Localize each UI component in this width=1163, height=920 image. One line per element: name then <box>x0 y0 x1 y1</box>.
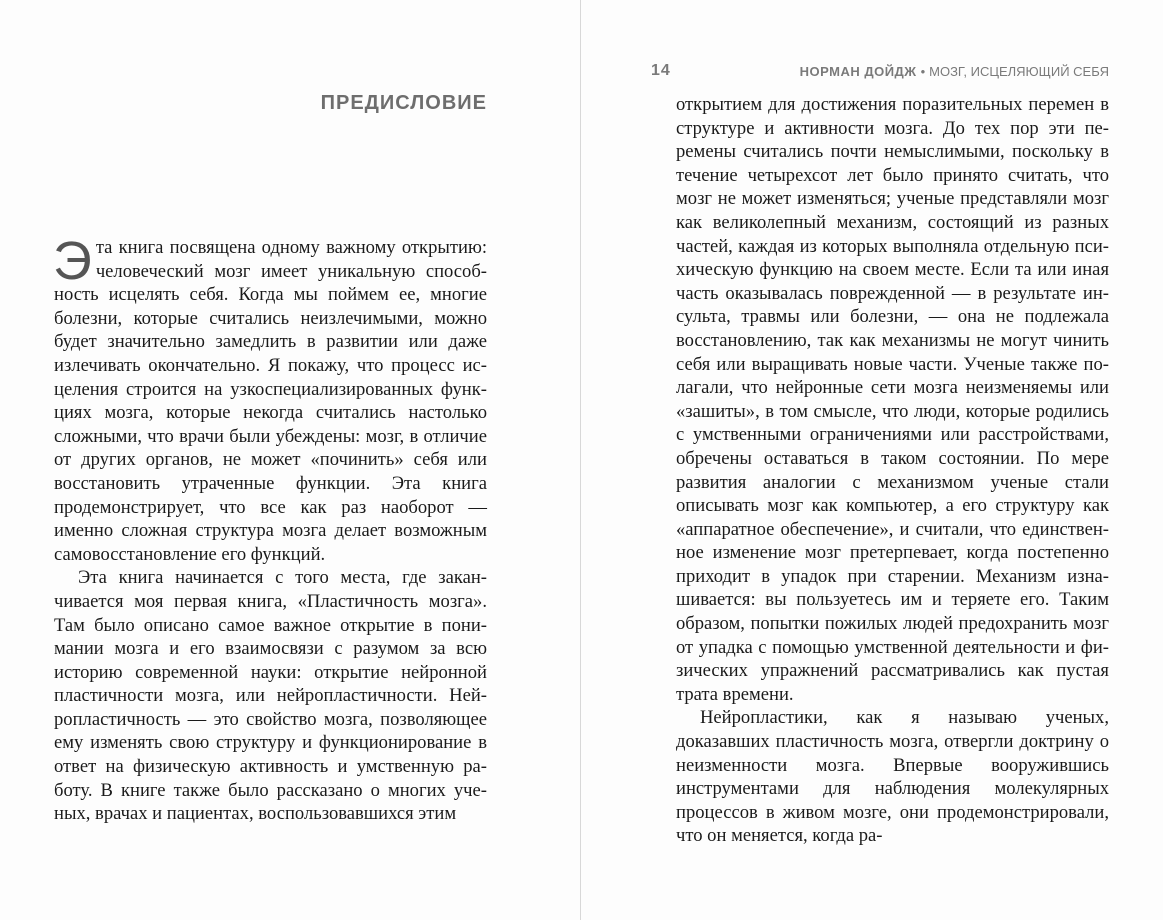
page-number: 14 <box>651 62 671 79</box>
right-page-body <box>676 93 1109 848</box>
running-head-book-title: МОЗГ, ИСЦЕЛЯЮЩИЙ СЕБЯ <box>929 64 1109 79</box>
left-page <box>0 0 580 920</box>
paragraph-1-text: та книга посвящена одному важному открытию: человеческий мозг имеет уникальную способность исцелять себя. Когда мы поймем ее, многие болезни, которые считались неизлечимыми, можно будет значительно замедлить в развитии или даже излечивать окончательно. Я покажу, что процесс исцеления строится на узкоспециализированных функциях мозга, которые некогда считались настолько сложными, что врачи были убеждены: мозг, в отличие от других органов, не может «починить» себя или восстановить утраченные функции. Эта книга продемонстрирует, что все как раз наоборот — именно сложная структура мозга делает возможным самовосстановление его функций. <box>54 237 487 565</box>
paragraph-next: Нейропластики, как я называю ученых, доказавших пластичность мозга, отвергли доктрину о неизменности мозга. Впервые вооружившись инструментами для наблюдения молекулярных процессов в живом мозге, они продемонстрировали, что он меняется, когда ра- <box>676 707 1109 847</box>
right-page <box>581 0 1163 920</box>
paragraph-continued: открытием для достижения поразительных перемен в структуре и активности мозга. До тех пор эти перемены считались почти немыслимыми, поскольку в течение четырехсот лет было принято считать, что мозг не может изменяться; ученые представляли мозг как великолепный механизм, состоящий из разных частей, каждая из которых выполняла отдельную психическую функцию на своем месте. Если та или иная часть оказывалась поврежденной — в результате инсульта, травмы или болезни, — она не подлежала восстановлению, так как механизмы не могут чинить себя или выращивать новые части. Ученые также полагали, что нейронные сети мозга неизменяемы или «зашиты», в том смысле, что люди, которые родились с умственными ограничениями или расстройствами, обречены оставаться в таком состоянии. По мере развития аналогии с механизмом ученые стали описывать мозг как компьютер, а его структуру как «аппаратное обеспечение», и считали, что единственное изменение мозг претерпевает, когда постепенно приходит в упадок при старении. Механизм изнашивается: вы пользуетесь им и теряете его. Таким образом, попытки пожилых людей предохранить мозг от упадка с помощью умственной деятельности и физических упражнений рассматривались как пустая трата времени. <box>676 94 1109 705</box>
paragraph-1 <box>53 231 487 566</box>
chapter-title: ПРЕДИСЛОВИЕ <box>320 92 487 114</box>
left-page-body <box>53 231 487 826</box>
bullet-icon: • <box>920 64 926 79</box>
running-head-author: НОРМАН ДОЙДЖ <box>799 64 917 79</box>
running-head <box>651 62 1109 82</box>
paragraph-2: Эта книга начинается с того места, где заканчивается моя первая книга, «Пластичность мозга». Там было описано самое важное открытие в понимании мозга и его взаимосвязи с разумом за всю историю современной науки: открытие нейронной пластичности мозга, или нейропластичности. Нейропластичность — это свойство мозга, позволяющее ему изменять свою структуру и функционирование в ответ на физическую активность и умственную работу. В книге также было рассказано о многих ученых, врачах и пациентах, воспользовавшихся этим <box>54 567 487 825</box>
drop-cap: Э <box>53 231 92 291</box>
running-head-text <box>800 64 1109 79</box>
